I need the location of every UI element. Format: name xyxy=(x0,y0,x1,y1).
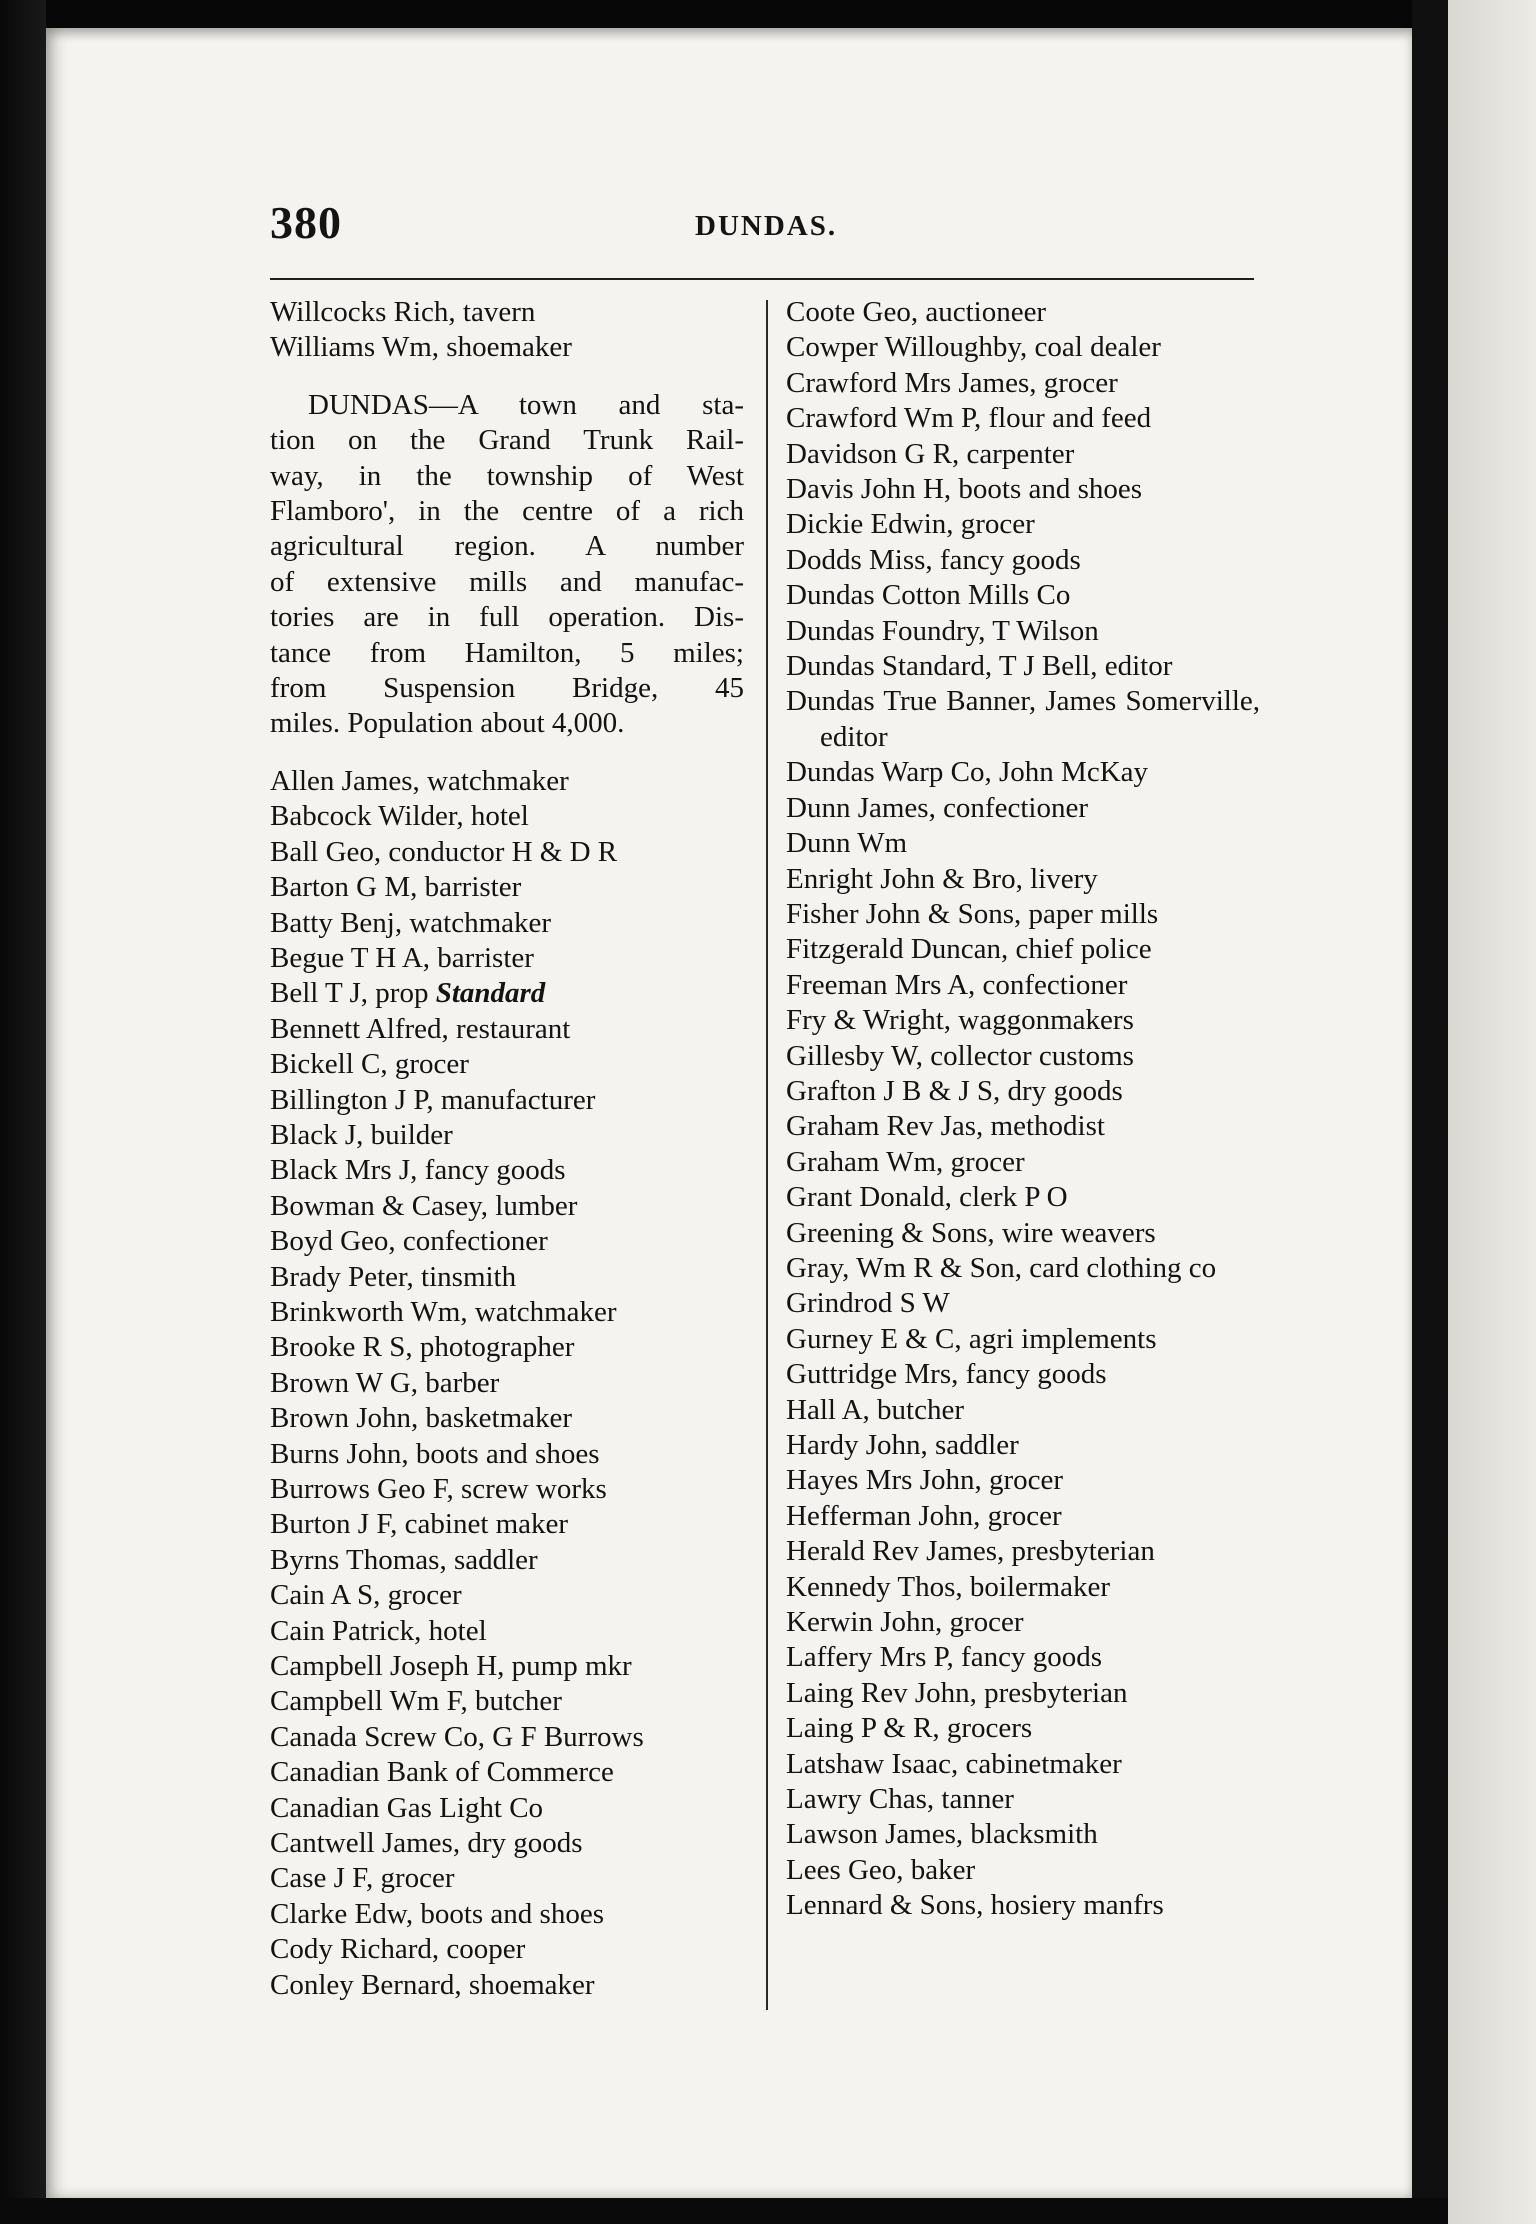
description-line: of extensive mills and manufac- xyxy=(270,565,744,598)
list-item: Gurney E & C, agri implements xyxy=(786,1322,1157,1355)
list-item: Babcock Wilder, hotel xyxy=(270,800,529,833)
description-line: tance from Hamilton, 5 miles; xyxy=(270,636,744,669)
list-item: Cantwell James, dry goods xyxy=(270,1827,583,1860)
list-item: Conley Bernard, shoemaker xyxy=(270,1968,595,2001)
list-item: Canadian Gas Light Co xyxy=(270,1791,544,1824)
list-item: Burns John, boots and shoes xyxy=(270,1437,600,1470)
list-item: Coote Geo, auctioneer xyxy=(786,296,1047,328)
list-item: Cain A S, grocer xyxy=(270,1579,462,1612)
list-item: Dundas True Banner, James Somerville, editor xyxy=(786,685,1260,753)
list-item: Dickie Edwin, grocer xyxy=(786,508,1035,541)
list-item: Bickell C, grocer xyxy=(270,1048,469,1081)
description-line: agricultural region. A number xyxy=(270,530,744,563)
list-item: Fisher John & Sons, paper mills xyxy=(786,897,1159,930)
list-item: Crawford Mrs James, grocer xyxy=(786,366,1118,399)
town-description xyxy=(270,388,744,742)
description-line: tion on the Grand Trunk Rail- xyxy=(270,424,744,457)
description-line: from Suspension Bridge, 45 xyxy=(270,672,744,705)
left-column xyxy=(270,295,744,2003)
list-item: Brinkworth Wm, watchmaker xyxy=(270,1295,617,1328)
list-item: Hall A, butcher xyxy=(786,1393,964,1426)
list-item: Fitzgerald Duncan, chief police xyxy=(786,933,1152,966)
right-column xyxy=(786,295,1260,1924)
list-item: Dunn Wm xyxy=(786,827,908,860)
list-item: Herald Rev James, presbyterian xyxy=(786,1535,1155,1568)
list-item: Enright John & Bro, livery xyxy=(786,862,1098,895)
list-item: Freeman Mrs A, confectioner xyxy=(786,968,1128,1001)
list-item: Fry & Wright, waggonmakers xyxy=(786,1004,1134,1037)
list-item: Laffery Mrs P, fancy goods xyxy=(786,1641,1102,1674)
list-item: Lawson James, blacksmith xyxy=(786,1818,1098,1851)
list-item: Burrows Geo F, screw works xyxy=(270,1473,607,1505)
entry-text: Bell T J, prop xyxy=(270,977,429,1010)
list-item: Campbell Joseph H, pump mkr xyxy=(270,1650,632,1683)
list-item: Case J F, grocer xyxy=(270,1862,455,1895)
running-title: DUNDAS. xyxy=(695,210,838,242)
list-item: Gillesby W, collector customs xyxy=(786,1039,1134,1072)
list-item: Graham Wm, grocer xyxy=(786,1145,1025,1178)
list-item: Cody Richard, cooper xyxy=(270,1933,526,1966)
description-line: tories are in full operation. Dis- xyxy=(270,601,744,634)
list-item: Dodds Miss, fancy goods xyxy=(786,543,1081,576)
list-item: Graham Rev Jas, methodist xyxy=(786,1110,1105,1143)
list-item: Hardy John, saddler xyxy=(786,1429,1019,1461)
list-item: Lennard & Sons, hosiery manfrs xyxy=(786,1889,1164,1922)
list-item: Grant Donald, clerk P O xyxy=(786,1181,1068,1214)
list-item: Latshaw Isaac, cabinetmaker xyxy=(786,1747,1122,1780)
list-item: Begue T H A, barrister xyxy=(270,941,534,974)
page-number: 380 xyxy=(270,197,342,248)
list-item: Guttridge Mrs, fancy goods xyxy=(786,1358,1107,1391)
list-item: Willcocks Rich, tavern xyxy=(270,296,536,328)
list-item: Burton J F, cabinet maker xyxy=(270,1508,569,1541)
list-item: Hayes Mrs John, grocer xyxy=(786,1464,1064,1497)
list-item: Brown W G, barber xyxy=(270,1366,500,1399)
list-item: Dundas Warp Co, John McKay xyxy=(786,756,1149,789)
list-item: Laing Rev John, presbyterian xyxy=(786,1676,1128,1709)
left-entry-list xyxy=(270,764,744,2003)
list-item: Lees Geo, baker xyxy=(786,1853,976,1886)
list-item: Boyd Geo, confectioner xyxy=(270,1225,548,1258)
list-item: Brown John, basketmaker xyxy=(270,1402,573,1435)
list-item: Dundas Foundry, T Wilson xyxy=(786,614,1099,647)
header-rule xyxy=(270,278,1254,280)
page-header xyxy=(270,196,1260,256)
list-item: Kerwin John, grocer xyxy=(786,1606,1024,1639)
list-item: Dunn James, confectioner xyxy=(786,791,1088,824)
list-item: Lawry Chas, tanner xyxy=(786,1783,1014,1816)
list-item: Campbell Wm F, butcher xyxy=(270,1685,562,1718)
list-item: Brooke R S, photographer xyxy=(270,1331,575,1364)
list-item: Greening & Sons, wire weavers xyxy=(786,1216,1156,1249)
right-entry-list xyxy=(786,295,1260,1924)
list-item: Kennedy Thos, boilermaker xyxy=(786,1570,1111,1603)
list-item: Gray, Wm R & Son, card clothing co xyxy=(786,1251,1217,1284)
list-item: Grafton J B & J S, dry goods xyxy=(786,1074,1123,1107)
list-item: Grindrod S W xyxy=(786,1287,950,1320)
book-gutter xyxy=(1412,0,1448,2224)
list-item: Batty Benj, watchmaker xyxy=(270,906,552,939)
list-item: Brady Peter, tinsmith xyxy=(270,1260,517,1293)
list-item: Dundas Cotton Mills Co xyxy=(786,579,1071,612)
list-item: Black Mrs J, fancy goods xyxy=(270,1154,566,1187)
list-item: Hefferman John, grocer xyxy=(786,1499,1062,1532)
list-item: Davis John H, boots and shoes xyxy=(786,473,1143,506)
list-item xyxy=(270,976,744,1011)
list-item: Dundas Standard, T J Bell, editor xyxy=(786,650,1173,683)
list-item: Canadian Bank of Commerce xyxy=(270,1756,614,1789)
list-item: Davidson G R, carpenter xyxy=(786,437,1075,470)
list-item: Clarke Edw, boots and shoes xyxy=(270,1897,604,1930)
list-item: Byrns Thomas, saddler xyxy=(270,1543,538,1576)
scan-left-border xyxy=(0,0,46,2224)
newspaper-name: Standard xyxy=(435,977,546,1010)
list-item: Billington J P, manufacturer xyxy=(270,1083,596,1116)
list-item: Ball Geo, conductor H & D R xyxy=(270,835,618,868)
description-line: way, in the township of West xyxy=(270,459,744,492)
adjacent-page-edge xyxy=(1448,0,1536,2224)
list-item: Bennett Alfred, restaurant xyxy=(270,1012,571,1045)
scan-top-border xyxy=(0,0,1536,30)
list-item: Bowman & Casey, lumber xyxy=(270,1189,578,1222)
list-item: Canada Screw Co, G F Burrows xyxy=(270,1720,644,1753)
description-line: miles. Population about 4,000. xyxy=(270,707,625,740)
list-item: Williams Wm, shoemaker xyxy=(270,331,572,364)
scan-bottom-border xyxy=(0,2198,1448,2224)
list-item: Allen James, watchmaker xyxy=(270,764,569,797)
list-item: Black J, builder xyxy=(270,1118,453,1151)
list-item: Cowper Willoughby, coal dealer xyxy=(786,331,1161,364)
description-line: Flamboro', in the centre of a rich xyxy=(270,495,744,528)
list-item: Cain Patrick, hotel xyxy=(270,1614,487,1647)
list-item: Barton G M, barrister xyxy=(270,871,522,904)
column-divider xyxy=(766,300,768,2010)
description-line: DUNDAS—A town and sta- xyxy=(308,388,744,421)
list-item: Crawford Wm P, flour and feed xyxy=(786,402,1152,435)
list-item: Laing P & R, grocers xyxy=(786,1712,1033,1745)
